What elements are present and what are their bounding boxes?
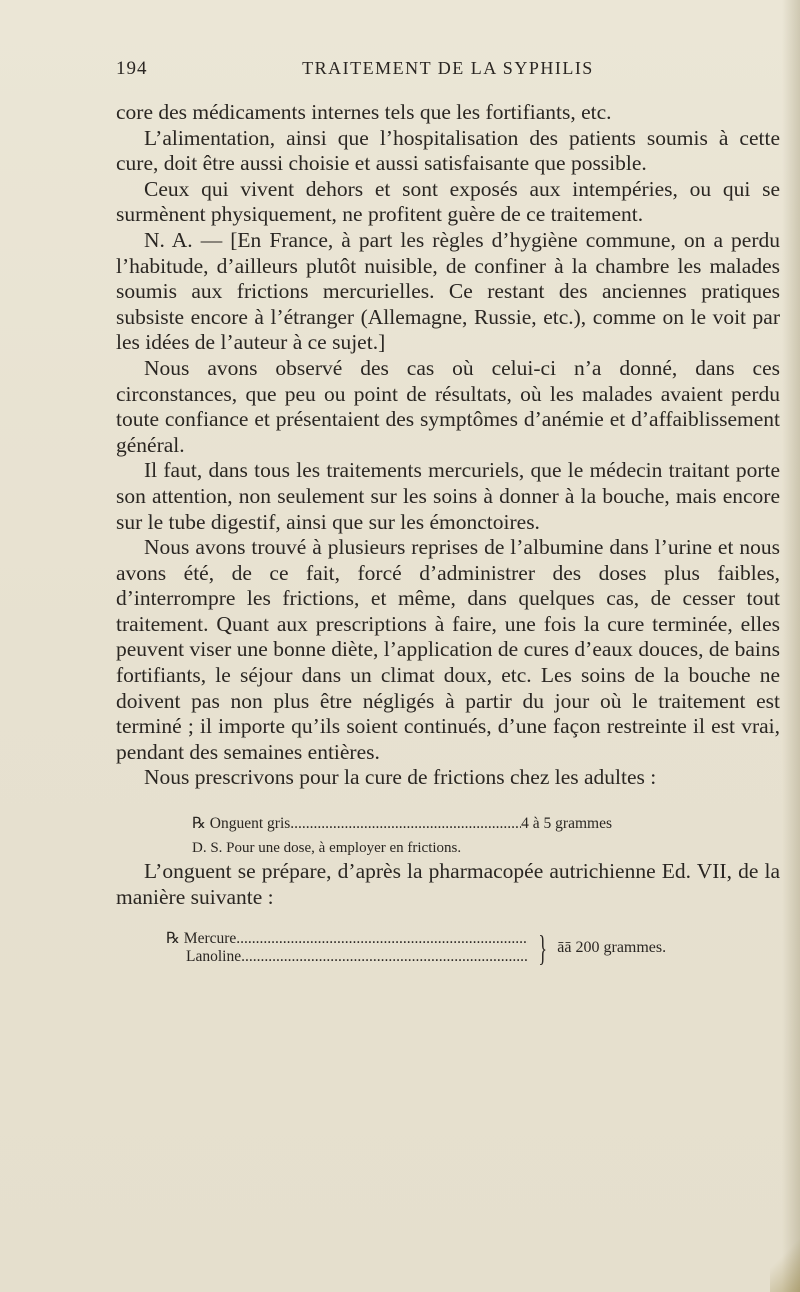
prescription-item: Mercure [183, 930, 237, 948]
paragraph: Nous prescrivons pour la cure de frictions chez les adultes : [144, 765, 657, 790]
prescription-line [166, 948, 528, 966]
prescription-item: Onguent gris [209, 815, 291, 833]
paragraph: Ceux qui vivent dehors et sont exposés aux intempéries, ou qui se surmènent physiquement, ne profitent guère de ce traitement. [116, 176, 780, 227]
prescription-line [192, 813, 612, 835]
prescription-1 [192, 813, 780, 859]
brace: } [538, 928, 547, 969]
prescription-2 [166, 928, 780, 969]
leader-dots [241, 948, 528, 966]
recipe-symbol: ℞ [192, 815, 206, 833]
page-header [116, 58, 780, 80]
prescription-dose: 4 à 5 grammes [521, 815, 612, 833]
leader-dots [290, 813, 521, 835]
paragraph: Nous avons trouvé à plusieurs reprises de l’albumine dans l’urine et nous avons été, de ce fait, forcé d’administrer des doses plus faibles, d’interrompre les frictions, et même, dans quelques cas, de cesser tout traitement. Quant aux prescriptions à faire, une fois la cure terminée, elles peuvent viser une bonne diète, l’application de cures d’eaux douces, de bains fortifiants, le séjour dans un climat doux, etc. Les soins de la bouche ne doivent pas non plus être négligés à partir du jour où le traitement est terminé ; il importe qu’ils soient continués, d’une façon restreinte il est vrai, pendant des semaines entières. [116, 535, 780, 764]
body-text [116, 100, 780, 969]
page-number: 194 [116, 58, 148, 79]
prescription-item: Lanoline [186, 948, 242, 966]
paragraph: L’onguent se prépare, d’après la pharmacopée autrichienne Ed. VII, de la manière suivante : [116, 859, 780, 909]
prescription-signa: D. S. Pour une dose, à employer en frictions. [192, 840, 462, 857]
prescription-line [166, 930, 528, 948]
paragraph: N. A. — [En France, à part les règles d’hygiène commune, on a perdu l’habitude, d’ailleurs plutôt nuisible, de confiner à la chambre les malades soumis aux frictions mercurielles. Ce restant des anciennes pratiques subsiste encore à l’étranger (Allemagne, Russie, etc.), comme on le voit par les idées de l’auteur à ce sujet.] [116, 227, 780, 355]
leader-dots [236, 930, 528, 948]
page-corner-stain [770, 1232, 800, 1292]
paragraph: Il faut, dans tous les traitements mercuriels, que le médecin traitant porte son attention, non seulement sur les soins à donner à la bouche, mais encore sur le tube digestif, ainsi que sur les émonctoires. [116, 458, 780, 534]
prescription-dose: āā 200 grammes. [557, 939, 667, 957]
recipe-symbol: ℞ [166, 930, 180, 948]
prescription-items [166, 930, 528, 966]
paragraph: L’alimentation, ainsi que l’hospitalisation des patients soumis à cette cure, doit être aussi choisie et aussi satisfaisante que possible. [116, 125, 780, 176]
running-title: TRAITEMENT DE LA SYPHILIS [302, 58, 594, 78]
paragraph: Nous avons observé des cas où celui-ci n’a donné, dans ces circonstances, que peu ou point de résultats, où les malades avaient perdu toute confiance et présentaient des symptômes d’anémie et d’affaiblissement général. [116, 355, 780, 457]
paragraph: core des médicaments internes tels que les fortifiants, etc. [116, 100, 612, 124]
page-edge-shadow [782, 0, 800, 1292]
